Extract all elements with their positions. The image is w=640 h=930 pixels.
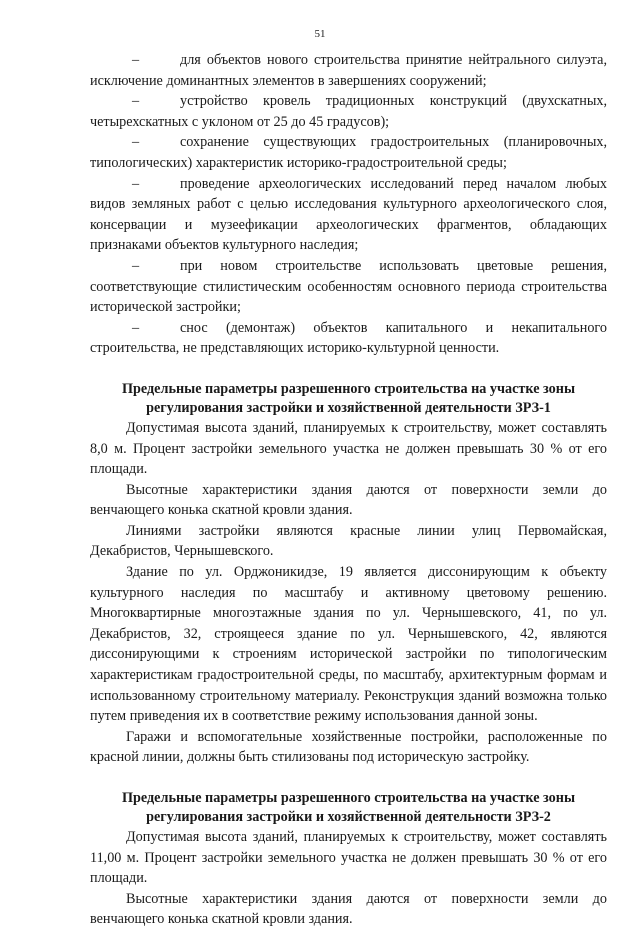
dash-marker: – xyxy=(132,319,140,336)
list-item-text: при новом строительстве использовать цветовые решения, соответствующие стилистическим особенностям основного периода строительства исторической застройки; xyxy=(90,257,607,316)
list-item xyxy=(90,50,607,91)
list-item-text: проведение археологических исследований перед началом любых видов земляных работ с целью исследования культурного археологического слоя, консервации и музеефикации археологических фрагментов, обладающих признаками объектов культурного наследия; xyxy=(90,175,607,254)
bullet-list xyxy=(90,50,607,359)
section-heading-zrz2 xyxy=(90,789,607,827)
dash-marker: – xyxy=(132,52,140,68)
page-body xyxy=(90,50,607,930)
paragraph: Высотные характеристики здания даются от поверхности земли до венчающего конька скатной кровли здания. xyxy=(90,481,607,519)
heading-line: регулирования застройки и хозяйственной деятельности ЗРЗ-2 xyxy=(146,809,551,825)
page-number: 51 xyxy=(314,28,326,40)
dash-marker: – xyxy=(132,175,140,192)
heading-line: Предельные параметры разрешенного строительства на участке зоны xyxy=(121,380,576,397)
heading-line: регулирования застройки и хозяйственной деятельности ЗРЗ-1 xyxy=(146,399,551,416)
dash-marker: – xyxy=(132,134,140,151)
list-item-text: снос (демонтаж) объектов капитального и некапитального строительства, не представляющих историко-культурной ценности. xyxy=(90,319,607,357)
list-item xyxy=(90,91,607,132)
paragraph: Здание по ул. Орджоникидзе, 19 является диссонирующим к объекту культурного наследия по масштабу и активному цветовому решению. Многоквартирные многоэтажные здания по ул. Чернышевского, 41, по ул. Декабристов, 32, строящееся здание по ул. Чернышевского, 42, являются диссонирующими к строениям исторической застройки по типологическим характеристикам градостроительной среды, по масштабу, архитектурным формам и использованному строительному материалу. Реконструкция зданий возможна только путем приведения их в соответствие режиму использования данной зоны. xyxy=(90,564,607,725)
paragraph: Высотные характеристики здания даются от поверхности земли до венчающего конька скатной кровли здания. xyxy=(90,890,607,928)
list-item-text: для объектов нового строительства принятие нейтрального силуэта, исключение доминантных элементов в завершениях сооружений; xyxy=(90,52,607,89)
dash-marker: – xyxy=(132,257,140,274)
paragraph: Гаражи и вспомогательные хозяйственные постройки, расположенные по красной линии, должны быть стилизованы под историческую застройку. xyxy=(90,728,607,766)
paragraph: Линиями застройки являются красные линии улиц Первомайская, Декабристов, Чернышевского. xyxy=(90,522,607,560)
list-item-text: устройство кровель традиционных конструкций (двухскатных, четырехскатных с уклоном от 25 до 45 градусов); xyxy=(90,93,607,130)
list-item-text: сохранение существующих градостроительных (планировочных, типологических) характеристик историко-градостроительной среды; xyxy=(90,134,607,171)
list-item xyxy=(90,256,607,318)
heading-line: Предельные параметры разрешенного строительства на участке зоны xyxy=(121,790,576,806)
section-heading-zrz1 xyxy=(90,380,607,418)
list-item xyxy=(90,318,607,359)
paragraph: Допустимая высота зданий, планируемых к строительству, может составлять 11,00 м. Процент застройки земельного участка не должен превышать 30 % от его площади. xyxy=(90,829,607,887)
list-item xyxy=(90,132,607,173)
dash-marker: – xyxy=(132,93,140,110)
paragraph: Допустимая высота зданий, планируемых к строительству, может составлять 8,0 м. Процент застройки земельного участка не должен превышать 30 % от его площади. xyxy=(90,419,607,478)
list-item xyxy=(90,174,607,256)
